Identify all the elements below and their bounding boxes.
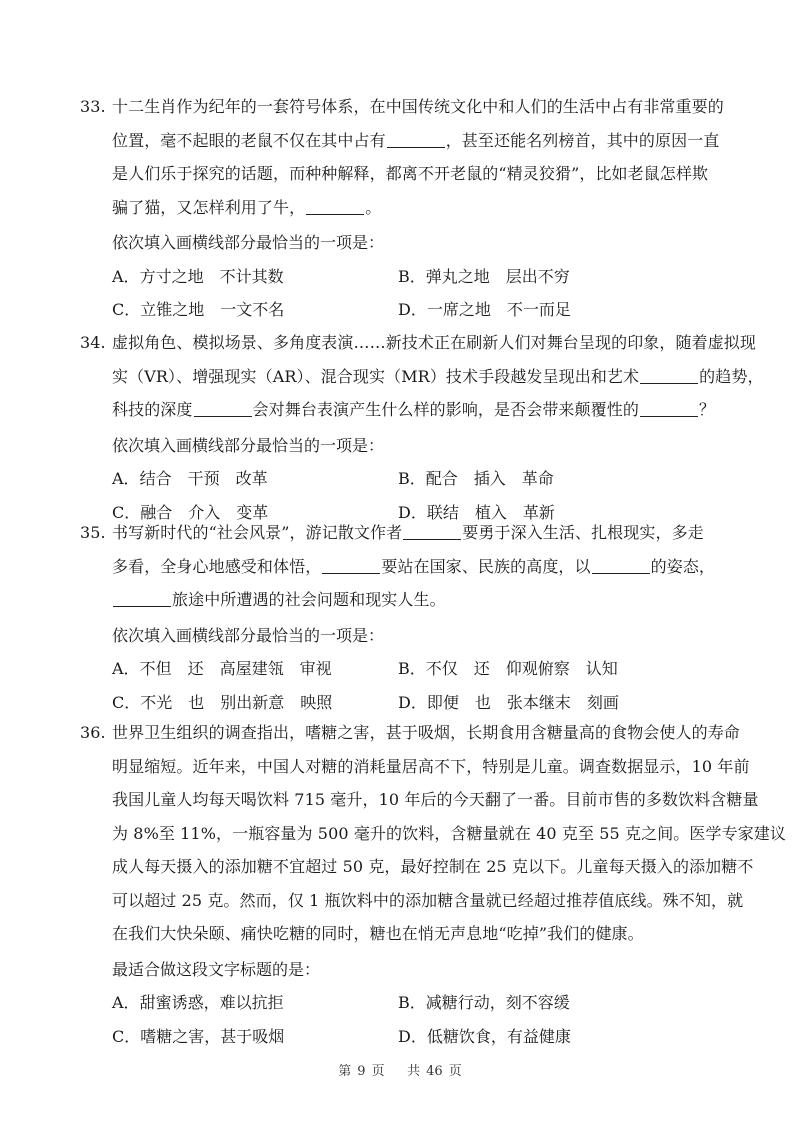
question-text: 世界卫生组织的调查指出，嗜糖之害，甚于吸烟，长期食用含糖量高的食物会使人的寿命 [112,723,740,742]
footer-page-suffix: 页 [371,1064,385,1079]
option-d[interactable] [398,688,619,718]
question-text-line [80,518,720,548]
option-letter: D． [398,300,427,319]
option-letter: B． [398,469,426,488]
option-letter: A． [112,993,140,1012]
fill-in-blank [403,521,461,540]
fill-in-blank [306,196,364,215]
option-letter: C． [112,692,141,712]
option-text: 减糖行动，刻不容缓 [425,993,570,1012]
question-text: 可以超过 25 克。然而，仅 1 瓶饮料中的添加糖含量就已经超过推荐值底线。殊不知，就 [112,890,744,910]
question-text: 虚拟角色、模拟场景、多角度表演……新技术正在刷新人们对舞台呈现的印象，随着虚拟现 [112,333,757,352]
question-text: 骗了猫，又怎样利用了牛， [112,197,306,217]
option-text: 联结 植入 革新 [426,502,555,522]
option-letter: C． [112,502,141,522]
fill-in-blank [322,555,380,574]
question-text: 科技的深度 [112,400,193,419]
option-d[interactable] [398,1022,571,1052]
question-text-line [112,395,752,425]
option-text: 立锥之地 一文不名 [140,300,285,319]
footer-total-pages: 46 [426,1064,443,1079]
option-text: 结合 干预 改革 [139,469,268,488]
option-letter: D． [398,1026,427,1046]
question-text-line [112,159,752,189]
option-b[interactable] [398,988,570,1018]
option-text: 不光 也 别出新意 映照 [140,692,333,712]
question-text: 实（VR）、增强现实（AR）、混合现实（MR）技术手段越发呈现出和艺术 [112,366,640,386]
option-letter: C． [112,1026,141,1046]
question-text-line [112,126,752,156]
question-text: 成人每天摄入的添加糖不宜超过 50 克，最好控制在 25 克以下。儿童每天摄入的添加糖不 [112,857,754,876]
option-text: 即便 也 张本继末 刻画 [426,692,619,712]
option-d[interactable] [398,295,571,325]
question-text-line [80,718,740,748]
fill-in-blank [640,398,698,417]
question-text: 在我们大快朵颐、痛快吃糖的同时，糖也在悄无声息地“吃掉”我们的健康。 [112,924,644,943]
question-text: 明显缩短。近年来，中国人对糖的消耗量居高不下，特别是儿童。调查数据显示，10 年前 [112,756,750,776]
fill-in-blank [113,588,171,607]
option-letter: B． [398,659,426,678]
footer-total-prefix: 共 [407,1064,421,1079]
question-text-line [112,919,752,949]
question-text-line [80,92,724,122]
question-text-line [112,886,752,916]
question-prompt: 依次填入画横线部分最恰当的一项是： [112,625,385,645]
option-text: 方寸之地 不计其数 [139,266,284,286]
option-text: 甜蜜诱惑，难以抗拒 [139,993,284,1012]
question-text: 要勇于深入生活、扎根现实，多走 [462,523,704,542]
question-number: 34. [80,333,106,352]
footer-page-prefix: 第 [338,1064,352,1079]
question-text: ？ [698,400,716,419]
option-letter: A． [112,469,140,488]
question-text-line [112,785,759,815]
question-prompt: 依次填入画横线部分最恰当的一项是： [112,435,385,455]
option-text: 不但 还 高屋建瓴 审视 [139,659,332,678]
question-text: 。 [365,197,382,217]
question-text-line [112,362,764,392]
question-text: ，甚至还能名列榜首，其中的原因一直 [445,130,720,150]
option-b[interactable] [398,464,554,494]
option-a[interactable] [112,262,284,292]
option-text: 低糖饮食，有益健康 [426,1026,571,1046]
option-b[interactable] [398,654,618,684]
question-text: 要站在国家、民族的高度，以 [381,556,591,576]
page-footer [0,1060,800,1079]
option-c[interactable] [112,295,284,325]
option-c[interactable] [112,1022,284,1052]
question-number: 35. [80,523,106,542]
question-text-line [112,752,752,782]
question-text-line [112,585,752,615]
option-text: 弹丸之地 层出不穷 [425,266,570,286]
option-letter: D． [398,502,427,522]
option-letter: A． [112,266,140,286]
question-text: 书写新时代的“社会风景”，游记散文作者 [112,523,403,542]
question-text-line [112,852,752,882]
question-text-line [80,328,757,358]
fill-in-blank [640,365,698,384]
option-b[interactable] [398,262,570,292]
option-a[interactable] [112,988,284,1018]
option-letter: C． [112,300,141,319]
option-letter: A． [112,659,140,678]
option-text: 嗜糖之害，甚于吸烟 [140,1026,285,1046]
question-number: 33. [80,97,106,116]
footer-page-number: 9 [357,1064,366,1079]
question-text: 是人们乐于探究的话题，而种种解释，都离不开老鼠的“精灵狡猾”，比如老鼠怎样欺 [112,164,709,183]
question-text: 旅途中所遭遇的社会问题和现实人生。 [172,590,446,609]
option-text: 配合 插入 革命 [425,469,554,488]
question-text: 多看，全身心地感受和体悟， [112,556,322,576]
question-text-line [112,193,752,223]
option-text: 一席之地 不一而足 [426,300,571,319]
question-text: 我国儿童人均每天喝饮料 715 毫升，10 年后的今天翻了一番。目前市售的多数饮料含糖量 [112,790,759,809]
question-text: 位置，毫不起眼的老鼠不仅在其中占有 [112,130,386,150]
question-text: 的姿态， [650,556,716,576]
option-text: 融合 介入 变革 [140,502,269,522]
fill-in-blank [194,398,252,417]
option-letter: D． [398,692,427,712]
fill-in-blank [592,555,650,574]
question-text: 十二生肖作为纪年的一套符号体系，在中国传统文化中和人们的生活中占有非常重要的 [112,97,724,116]
question-prompt: 依次填入画横线部分最恰当的一项是： [112,233,385,252]
question-text: 的趋势， [699,366,764,386]
option-c[interactable] [112,688,332,718]
question-text: 会对舞台表演产生什么样的影响，是否会带来颠覆性的 [252,400,639,419]
footer-total-suffix: 页 [448,1064,462,1079]
option-a[interactable] [112,654,332,684]
option-text: 不仅 还 仰观俯察 认知 [425,659,618,678]
option-a[interactable] [112,464,268,494]
option-letter: B． [398,266,426,286]
fill-in-blank [387,129,445,148]
question-text: 为 8%至 11%，一瓶容量为 500 毫升的饮料，含糖量就在 40 克至 55 克之间。医学专家建议 [112,823,786,843]
question-text-line [112,552,752,582]
option-letter: B． [398,993,426,1012]
question-prompt: 最适合做这段文字标题的是： [112,959,321,979]
question-number: 36. [80,723,106,742]
question-text-line [112,819,786,849]
